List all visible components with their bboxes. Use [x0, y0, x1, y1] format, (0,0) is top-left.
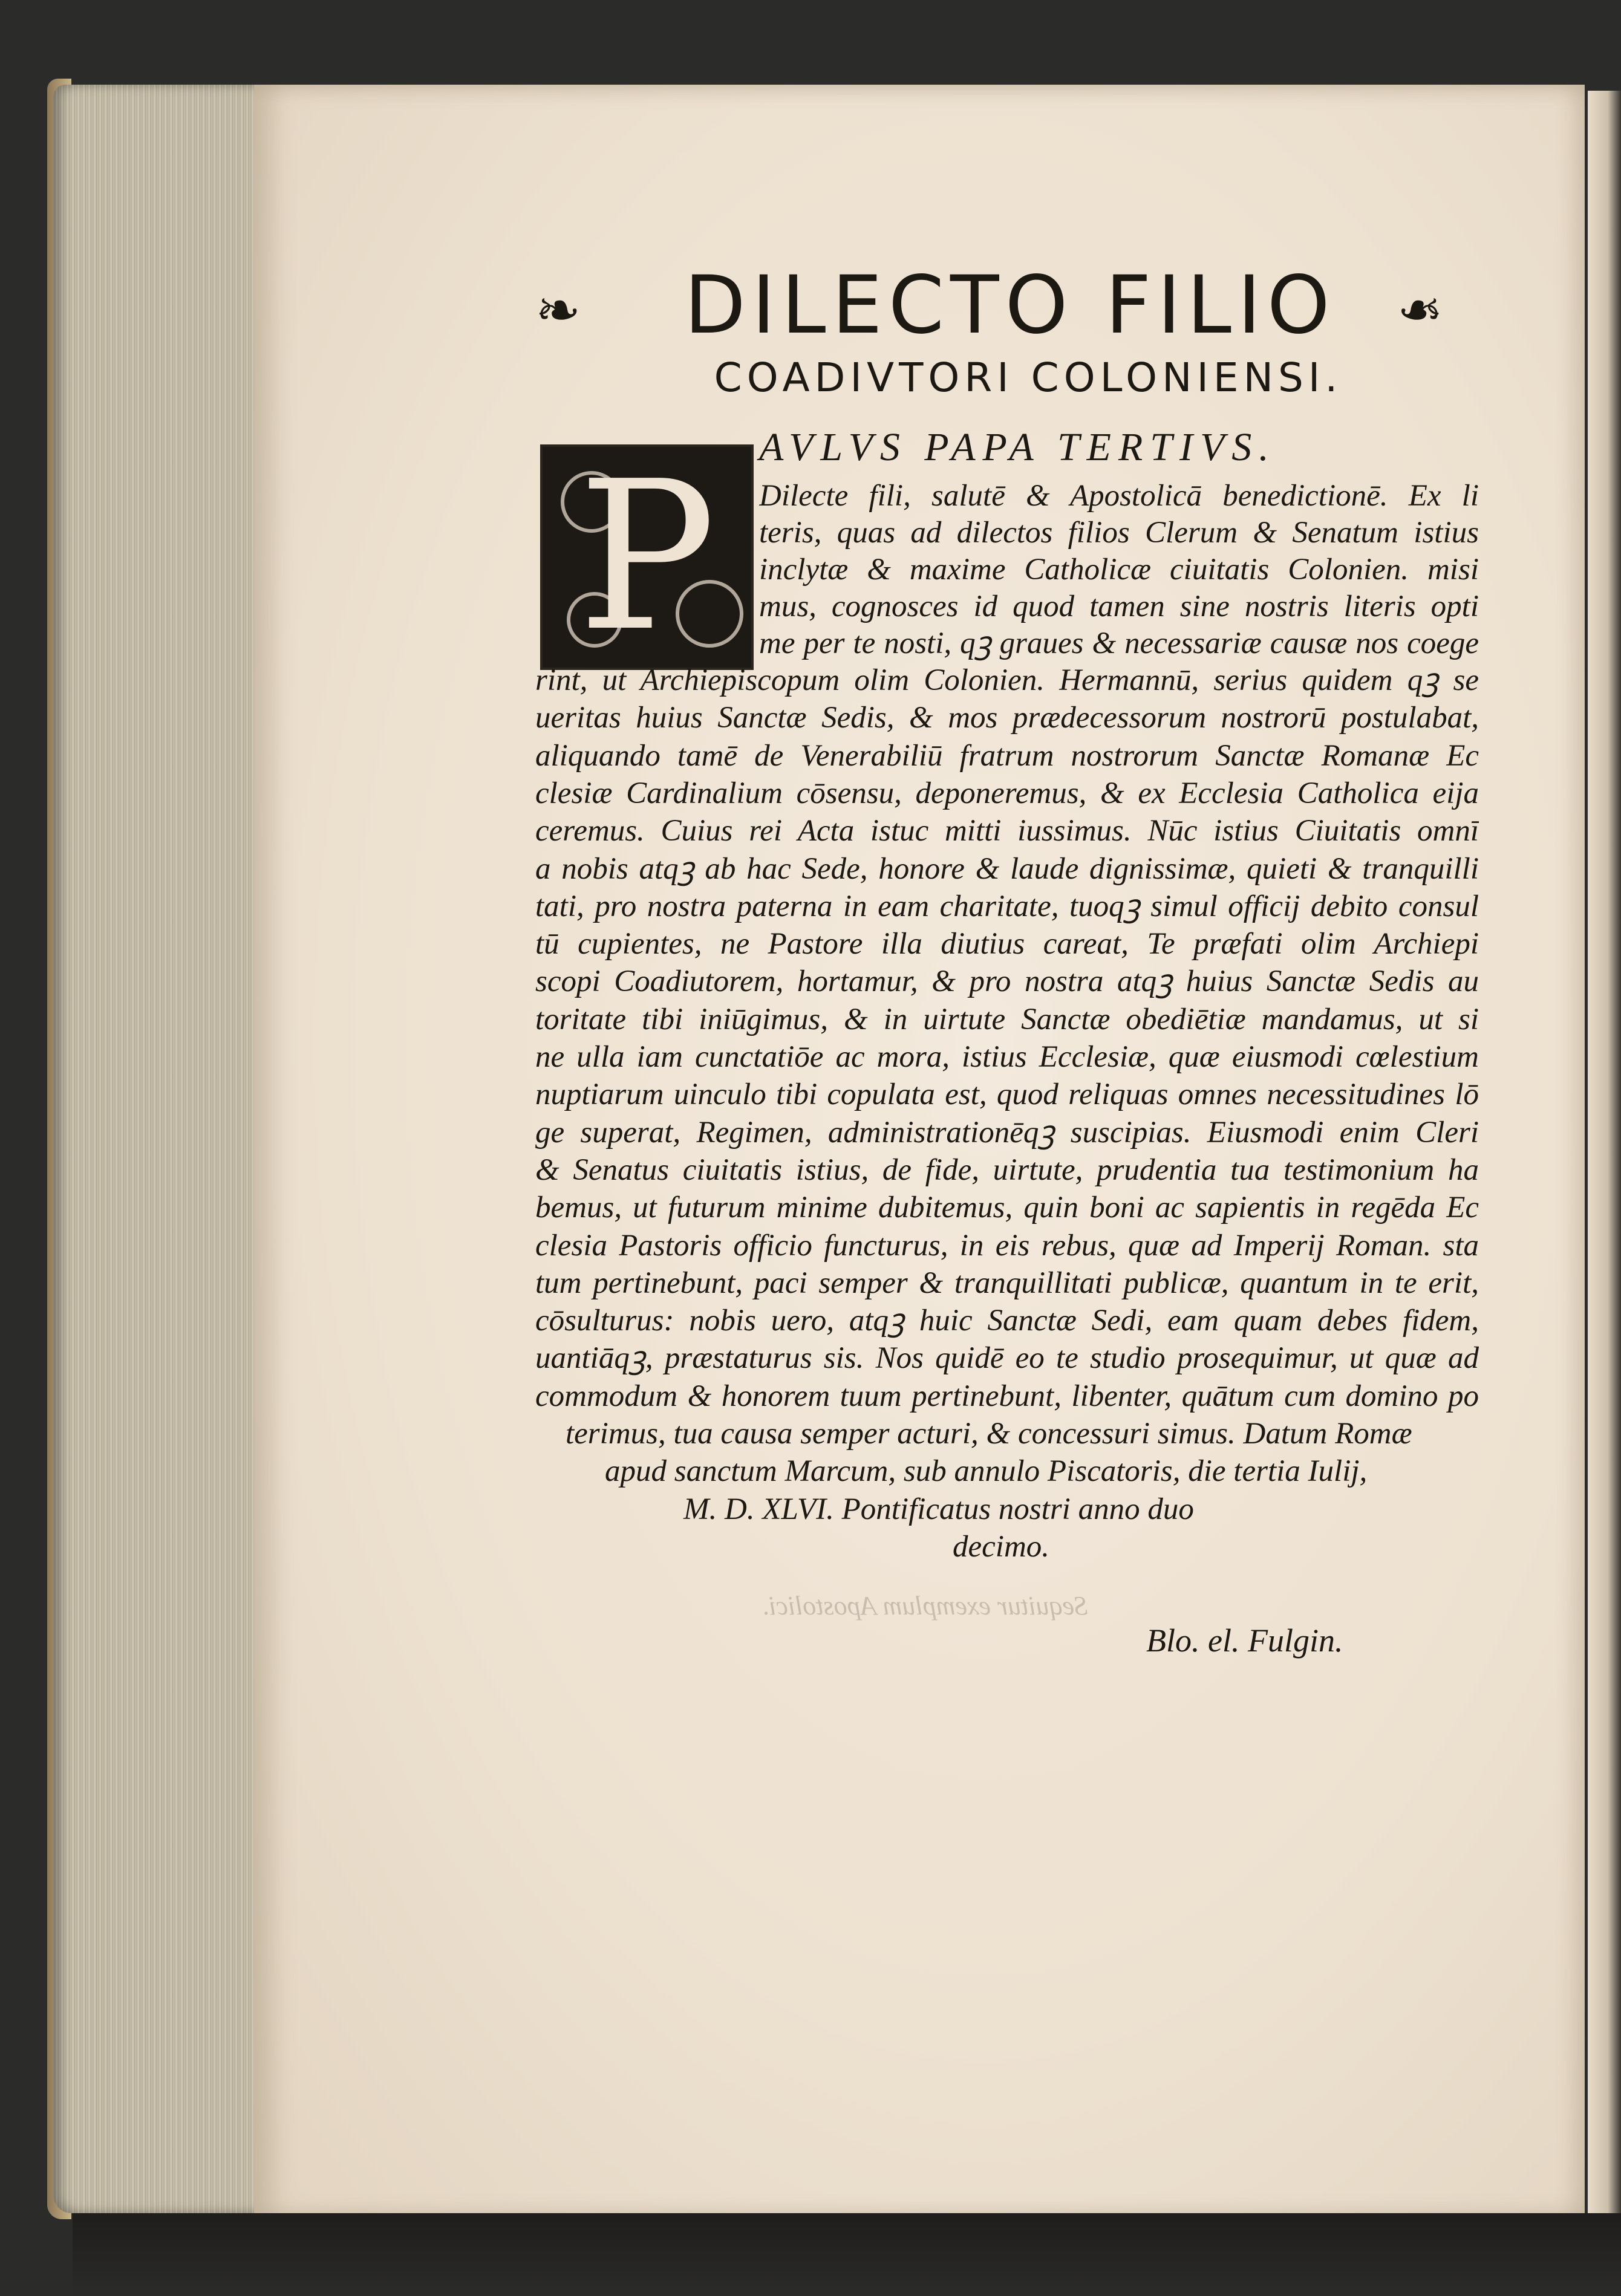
- salutation-line: AVLVS PAPA TERTIVS.: [759, 425, 1276, 469]
- text-line: M. D. XLVI. Pontificatus nostri anno duo: [683, 1492, 1194, 1526]
- fleuron-right-icon: ❧: [1397, 281, 1443, 341]
- text-line: ceremus. Cuius rei Acta istuc mitti iussimus. Nūc istius Ciuitatis omnī: [535, 814, 1479, 848]
- text-line: inclytæ & maxime Catholicæ ciuitatis Colonien. misi: [759, 553, 1479, 587]
- signature: Blo. el. Fulgin.: [1146, 1622, 1343, 1659]
- decorated-initial: [540, 437, 754, 677]
- page-edges: [53, 85, 259, 2213]
- text-line: a nobis atqꝫ ab hac Sede, honore & laude dignissimæ, quieti & tranquilli: [535, 851, 1479, 886]
- fleuron-left-icon: ❧: [535, 281, 581, 341]
- bleed-through-text: Sequitur exemplum Apostolici.: [762, 1591, 1088, 1621]
- text-line: tum pertinebunt, paci semper & tranquillitati publicæ, quantum in te erit,: [535, 1266, 1479, 1300]
- text-line: clesiæ Cardinalium cōsensu, deponeremus, & ex Ecclesia Catholica eija: [535, 776, 1479, 810]
- text-line: scopi Coadiutorem, hortamur, & pro nostra atqꝫ huius Sanctæ Sedis au: [535, 964, 1479, 999]
- text-line: decimo.: [953, 1529, 1050, 1564]
- text-line: uantiāqꝫ, præstaturus sis. Nos quidē eo te studio prosequimur, ut quæ ad: [535, 1341, 1479, 1376]
- text-line: & Senatus ciuitatis istius, de fide, uirtute, prudentia tua testimonium ha: [535, 1153, 1479, 1187]
- text-line: clesia Pastoris officio functurus, in eis rebus, quæ ad Imperij Roman. sta: [535, 1228, 1479, 1263]
- text-line: nuptiarum uinculo tibi copulata est, quod reliquas omnes necessitudines lō: [535, 1078, 1479, 1112]
- text-line: tū cupientes, ne Pastore illa diutius careat, Te præfati olim Archiepi: [535, 927, 1479, 961]
- text-line: terimus, tua causa semper acturi, & concessuri simus. Datum Romæ: [566, 1417, 1412, 1451]
- book-shadow: [73, 2213, 1621, 2296]
- facing-page-edge: [1588, 91, 1621, 2213]
- page-title: DILECTO FILIO: [684, 259, 1336, 352]
- page-subtitle: COADIVTORI COLONIENSI.: [714, 354, 1343, 401]
- text-line: apud sanctum Marcum, sub annulo Piscatoris, die tertia Iulij,: [605, 1454, 1368, 1489]
- text-line: Dilecte fili, salutē & Apostolicā benedictionē. Ex li: [759, 479, 1479, 513]
- text-line: me per te nosti, qꝫ graues & necessariæ causæ nos coege: [759, 626, 1479, 660]
- text-line: cōsulturus: nobis uero, atqꝫ huic Sanctæ Sedi, eam quam debes fidem,: [535, 1304, 1479, 1338]
- text-line: ge superat, Regimen, administrationēqꝫ suscipias. Eiusmodi enim Cleri: [535, 1115, 1479, 1150]
- text-line: bemus, ut futurum minime dubitemus, quin boni ac sapientis in regēda Ec: [535, 1191, 1479, 1225]
- text-line: mus, cognosces id quod tamen sine nostris literis opti: [759, 590, 1479, 623]
- text-line: toritate tibi iniūgimus, & in uirtute Sanctæ obediētiæ mandamus, ut si: [535, 1002, 1479, 1036]
- text-line: aliquando tamē de Venerabiliū fratrum nostrorum Sanctæ Romanæ Ec: [535, 738, 1479, 773]
- text-line: ueritas huius Sanctæ Sedis, & mos prædecessorum nostrorū postulabat,: [535, 701, 1479, 735]
- text-line: tati, pro nostra paterna in eam charitate, tuoqꝫ simul officij debito consul: [535, 889, 1479, 923]
- text-line: rint, ut Archiepiscopum olim Colonien. Hermannū, serius quidem qꝫ se: [535, 663, 1479, 697]
- text-line: ne ulla iam cunctatiōe ac mora, istius Ecclesiæ, quæ eiusmodi cœlestium: [535, 1040, 1479, 1074]
- text-line: teris, quas ad dilectos filios Clerum & Senatum istius: [759, 516, 1479, 550]
- initial-letter: P: [578, 437, 716, 677]
- text-line: commodum & honorem tuum pertinebunt, libenter, quātum cum domino po: [535, 1379, 1479, 1413]
